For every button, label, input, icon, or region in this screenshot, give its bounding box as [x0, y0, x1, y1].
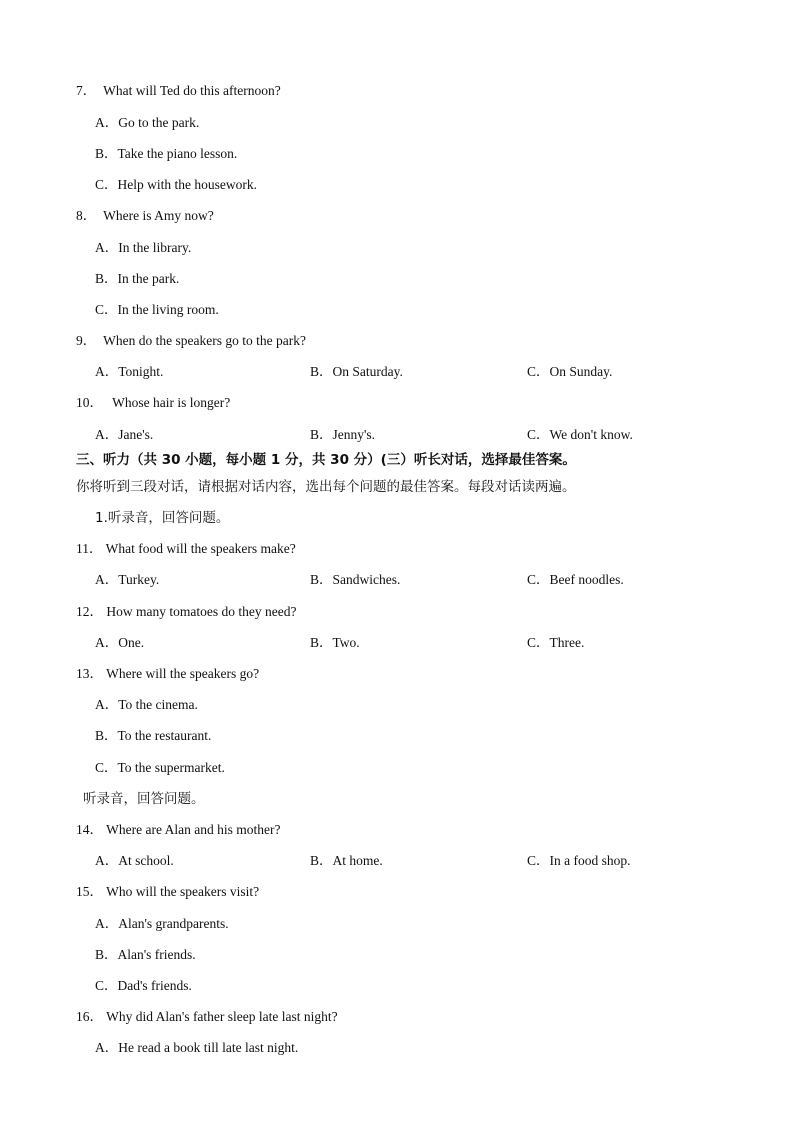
option-a: A．Tonight.	[95, 364, 164, 379]
question-15	[76, 884, 259, 900]
question-number: 15．	[76, 884, 103, 899]
question-11	[76, 541, 296, 557]
question-13	[76, 666, 259, 682]
option-c: C．Three.	[527, 635, 585, 650]
question-number: 12．	[76, 604, 103, 619]
question-text: Where is Amy now?	[103, 208, 214, 223]
question-number: 14．	[76, 822, 103, 837]
question-number: 8．	[76, 208, 97, 223]
option-c: C．We don't know.	[527, 427, 633, 442]
question-text: What will Ted do this afternoon?	[103, 83, 281, 98]
option-c: C．Beef noodles.	[527, 572, 624, 587]
option-c: C．Help with the housework.	[95, 177, 257, 192]
question-text: What food will the speakers make?	[105, 541, 296, 556]
option-b: B．At home.	[310, 853, 383, 868]
option-b: B．On Saturday.	[310, 364, 403, 379]
question-number: 13．	[76, 666, 103, 681]
option-b: B．To the restaurant.	[95, 728, 212, 743]
question-number: 7．	[76, 83, 97, 98]
question-text: When do the speakers go to the park?	[103, 333, 306, 348]
option-a: A．Go to the park.	[95, 115, 200, 130]
option-a: A．To the cinema.	[95, 697, 198, 712]
option-a: A．At school.	[95, 853, 174, 868]
option-b: B．Alan's friends.	[95, 947, 196, 962]
option-c: C．In a food shop.	[527, 853, 631, 868]
option-b: B．Sandwiches.	[310, 572, 401, 587]
question-text: Who will the speakers visit?	[106, 884, 260, 899]
option-a: A．In the library.	[95, 240, 192, 255]
question-12	[76, 604, 296, 620]
option-b: B．Take the piano lesson.	[95, 146, 238, 161]
question-16	[76, 1009, 338, 1025]
section-instructions: 你将听到三段对话，请根据对话内容，选出每个问题的最佳答案。每段对话读两遍。	[76, 479, 576, 495]
option-c: C．In the living room.	[95, 302, 219, 317]
option-b: B．Two.	[310, 635, 360, 650]
subsection-label: 1.听录音，回答问题。	[95, 510, 230, 526]
question-9	[76, 333, 306, 349]
question-8	[76, 208, 214, 224]
question-number: 11．	[76, 541, 103, 556]
question-number: 9．	[76, 333, 97, 348]
option-c: C．To the supermarket.	[95, 760, 225, 775]
question-text: Whose hair is longer?	[112, 395, 231, 410]
question-7	[76, 83, 281, 99]
option-b: B．Jenny's.	[310, 427, 376, 442]
question-number: 16．	[76, 1009, 103, 1024]
option-a: A．One.	[95, 635, 145, 650]
option-a: A．Alan's grandparents.	[95, 916, 229, 931]
option-c: C．On Sunday.	[527, 364, 613, 379]
question-text: How many tomatoes do they need?	[106, 604, 297, 619]
section-heading: 三、听力（共 30 小题，每小题 1 分，共 30 分）(三）听长对话，选择最佳答案。	[76, 452, 576, 468]
question-number: 10．	[76, 395, 103, 410]
option-c: C．Dad's friends.	[95, 978, 192, 993]
option-b: B．In the park.	[95, 271, 180, 286]
option-a: A．He read a book till late last night.	[95, 1040, 299, 1055]
question-text: Where will the speakers go?	[106, 666, 260, 681]
option-a: A．Jane's.	[95, 427, 154, 442]
question-10	[76, 395, 230, 411]
subsection-label: 听录音，回答问题。	[83, 791, 205, 807]
question-14	[76, 822, 280, 838]
option-a: A．Turkey.	[95, 572, 160, 587]
question-text: Why did Alan's father sleep late last night?	[106, 1009, 338, 1024]
question-text: Where are Alan and his mother?	[106, 822, 281, 837]
